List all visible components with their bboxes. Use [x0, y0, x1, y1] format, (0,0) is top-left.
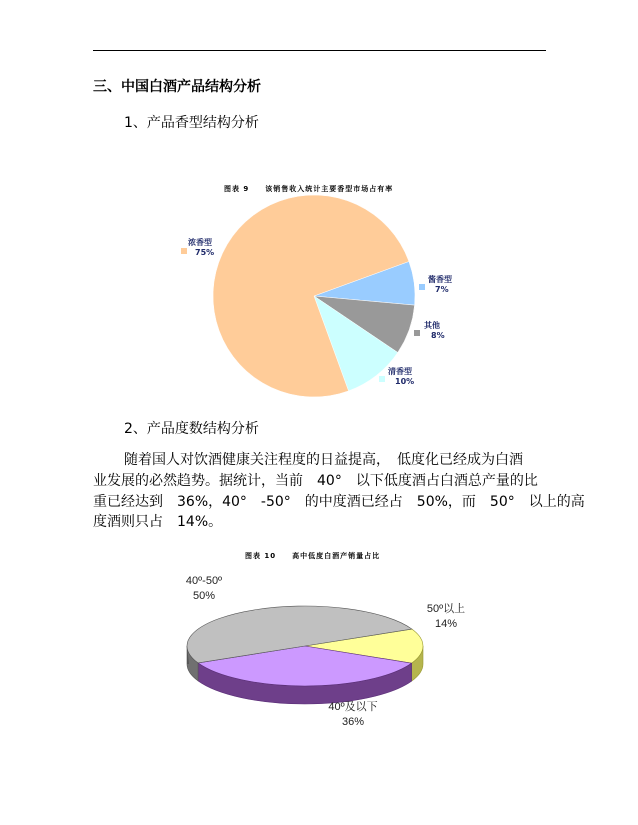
figure-10-caption: 图表 10 高中低度白酒产销量占比 — [245, 552, 381, 560]
slice-label-3: 其他 — [424, 321, 440, 330]
slice-value-3: 8% — [431, 331, 445, 340]
figure-9-caption: 图表 9 该销售收入统计主要香型市场占有率 — [224, 185, 394, 193]
paragraph-line-4: 度酒则只占 14%。 — [93, 514, 223, 530]
slice-value-1: 50% — [192, 590, 216, 602]
slice-label-4: 清香型 — [388, 367, 412, 376]
slice-label-2: 酱香型 — [428, 275, 452, 284]
slice-label-3: 40º及以下 — [328, 701, 378, 713]
slice-value-4: 10% — [395, 377, 415, 386]
slice-value-1: 75% — [195, 248, 215, 257]
slice-value-3: 36% — [341, 716, 365, 728]
paragraph-line-1: 随着国人对饮酒健康关注程度的日益提高， 低度化已经成为白酒 — [124, 452, 523, 468]
section-title: 三、中国白酒产品结构分析 — [93, 79, 261, 95]
subsection-title-2: 2、产品度数结构分析 — [124, 421, 259, 437]
paragraph-line-3: 重已经达到 36%，40° -50° 的中度酒已经占 50%，而 50° 以上的高 — [93, 494, 585, 510]
subsection-title-1: 1、产品香型结构分析 — [124, 115, 259, 131]
slice-label-2: 50º以上 — [426, 603, 466, 615]
slice-value-2: 14% — [434, 618, 458, 630]
slice-label-1: 40º-50º — [185, 575, 223, 587]
slice-value-2: 7% — [435, 285, 449, 294]
slice-label-1: 浓香型 — [188, 238, 212, 247]
paragraph-line-2: 业发展的必然趋势。据统计，当前 40° 以下低度酒占白酒总产量的比 — [93, 473, 538, 489]
